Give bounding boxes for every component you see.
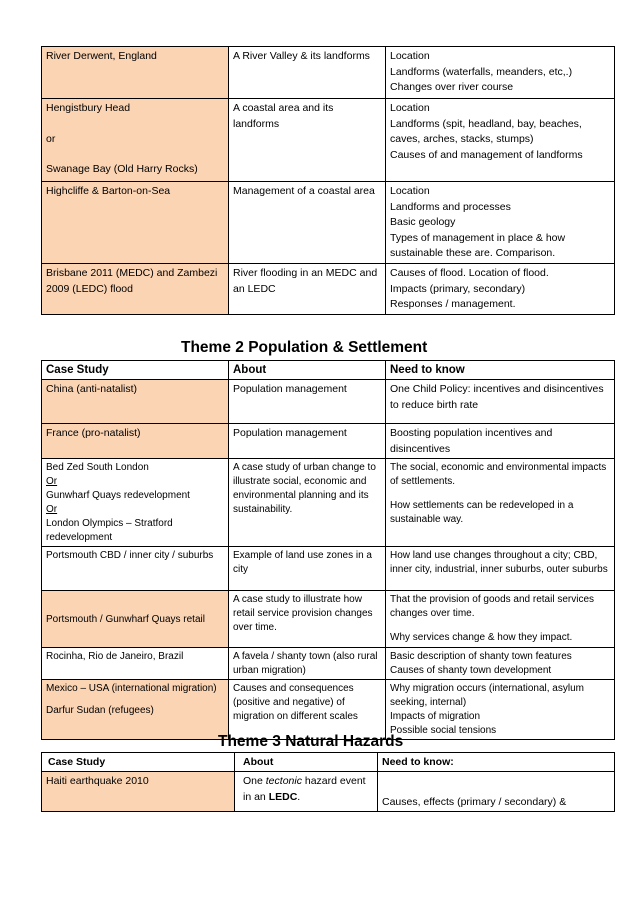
need-cell: Location Landforms (waterfalls, meanders, etc,.) Changes over river course [386, 47, 615, 99]
table-row [42, 182, 615, 264]
table-row [42, 591, 615, 648]
need-cell: Causes of flood. Location of flood. Impacts (primary, secondary) Responses / management. [386, 264, 615, 315]
column-header: Case Study [42, 753, 235, 772]
need-cell: One Child Policy: incentives and disincentives to reduce birth rate [386, 380, 615, 424]
need-cell: Why migration occurs (international, asylum seeking, internal) Impacts of migration Possible social tensions [386, 680, 615, 740]
about-cell: Population management [229, 424, 386, 459]
table-row [42, 380, 615, 424]
column-header: Case Study [42, 361, 229, 380]
case-cell: River Derwent, England [42, 47, 229, 99]
table-row [42, 459, 615, 547]
theme3-table [41, 752, 615, 812]
case-cell: France (pro-natalist) [42, 424, 229, 459]
case-cell: Brisbane 2011 (MEDC) and Zambezi 2009 (LEDC) flood [42, 264, 229, 315]
column-header: About [229, 361, 386, 380]
table-row [42, 99, 615, 182]
case-cell: Portsmouth CBD / inner city / suburbs [42, 547, 229, 591]
case-cell: Portsmouth / Gunwharf Quays retail [42, 591, 229, 648]
about-cell: Example of land use zones in a city [229, 547, 386, 591]
need-cell: Location Landforms and processes Basic geology Types of management in place & how sustainable these are. Comparison. [386, 182, 615, 264]
need-cell: Basic description of shanty town features Causes of shanty town development [386, 648, 615, 680]
case-cell: China (anti-natalist) [42, 380, 229, 424]
case-cell: Highcliffe & Barton-on-Sea [42, 182, 229, 264]
case-cell: Hengistbury Head or Swanage Bay (Old Harry Rocks) [42, 99, 229, 182]
need-cell: Causes, effects (primary / secondary) & [378, 772, 615, 812]
about-cell: One tectonic hazard event in an LEDC. [235, 772, 378, 812]
about-cell: Population management [229, 380, 386, 424]
theme1-table [41, 46, 615, 315]
about-cell: A River Valley & its landforms [229, 47, 386, 99]
theme2-heading: Theme 2 Population & Settlement [181, 339, 428, 356]
table-header-row [42, 361, 615, 380]
theme3-heading: Theme 3 Natural Hazards [218, 733, 404, 750]
need-cell: Location Landforms (spit, headland, bay, beaches, caves, arches, stacks, stumps) Causes of and management of landforms [386, 99, 615, 182]
table-row [42, 772, 615, 812]
table-row [42, 264, 615, 315]
column-header: Need to know [386, 361, 615, 380]
case-cell: Mexico – USA (international migration) Darfur Sudan (refugees) [42, 680, 229, 740]
column-header: About [235, 753, 378, 772]
need-cell: Boosting population incentives and disincentives [386, 424, 615, 459]
about-cell: A coastal area and its landforms [229, 99, 386, 182]
table-row [42, 547, 615, 591]
need-cell: The social, economic and environmental impacts of settlements. How settlements can be redeveloped in a sustainable way. [386, 459, 615, 547]
about-cell: Management of a coastal area [229, 182, 386, 264]
column-header: Need to know: [378, 753, 615, 772]
about-cell: River flooding in an MEDC and an LEDC [229, 264, 386, 315]
need-cell: How land use changes throughout a city; CBD, inner city, industrial, inner suburbs, outer suburbs [386, 547, 615, 591]
table-row [42, 680, 615, 740]
table-header-row [42, 753, 615, 772]
table-row [42, 648, 615, 680]
table-row [42, 47, 615, 99]
about-cell: A favela / shanty town (also rural urban migration) [229, 648, 386, 680]
about-cell: A case study of urban change to illustrate social, economic and environmental planning and its sustainability. [229, 459, 386, 547]
theme2-table [41, 360, 615, 740]
case-cell: Haiti earthquake 2010 [42, 772, 235, 812]
case-cell: Rocinha, Rio de Janeiro, Brazil [42, 648, 229, 680]
about-cell: Causes and consequences (positive and negative) of migration on different scales [229, 680, 386, 740]
need-cell: That the provision of goods and retail services changes over time. Why services change & how they impact. [386, 591, 615, 648]
case-cell: Bed Zed South London Or Gunwharf Quays redevelopment Or London Olympics – Stratford redevelopment [42, 459, 229, 547]
about-cell: A case study to illustrate how retail service provision changes over time. [229, 591, 386, 648]
table-row [42, 424, 615, 459]
